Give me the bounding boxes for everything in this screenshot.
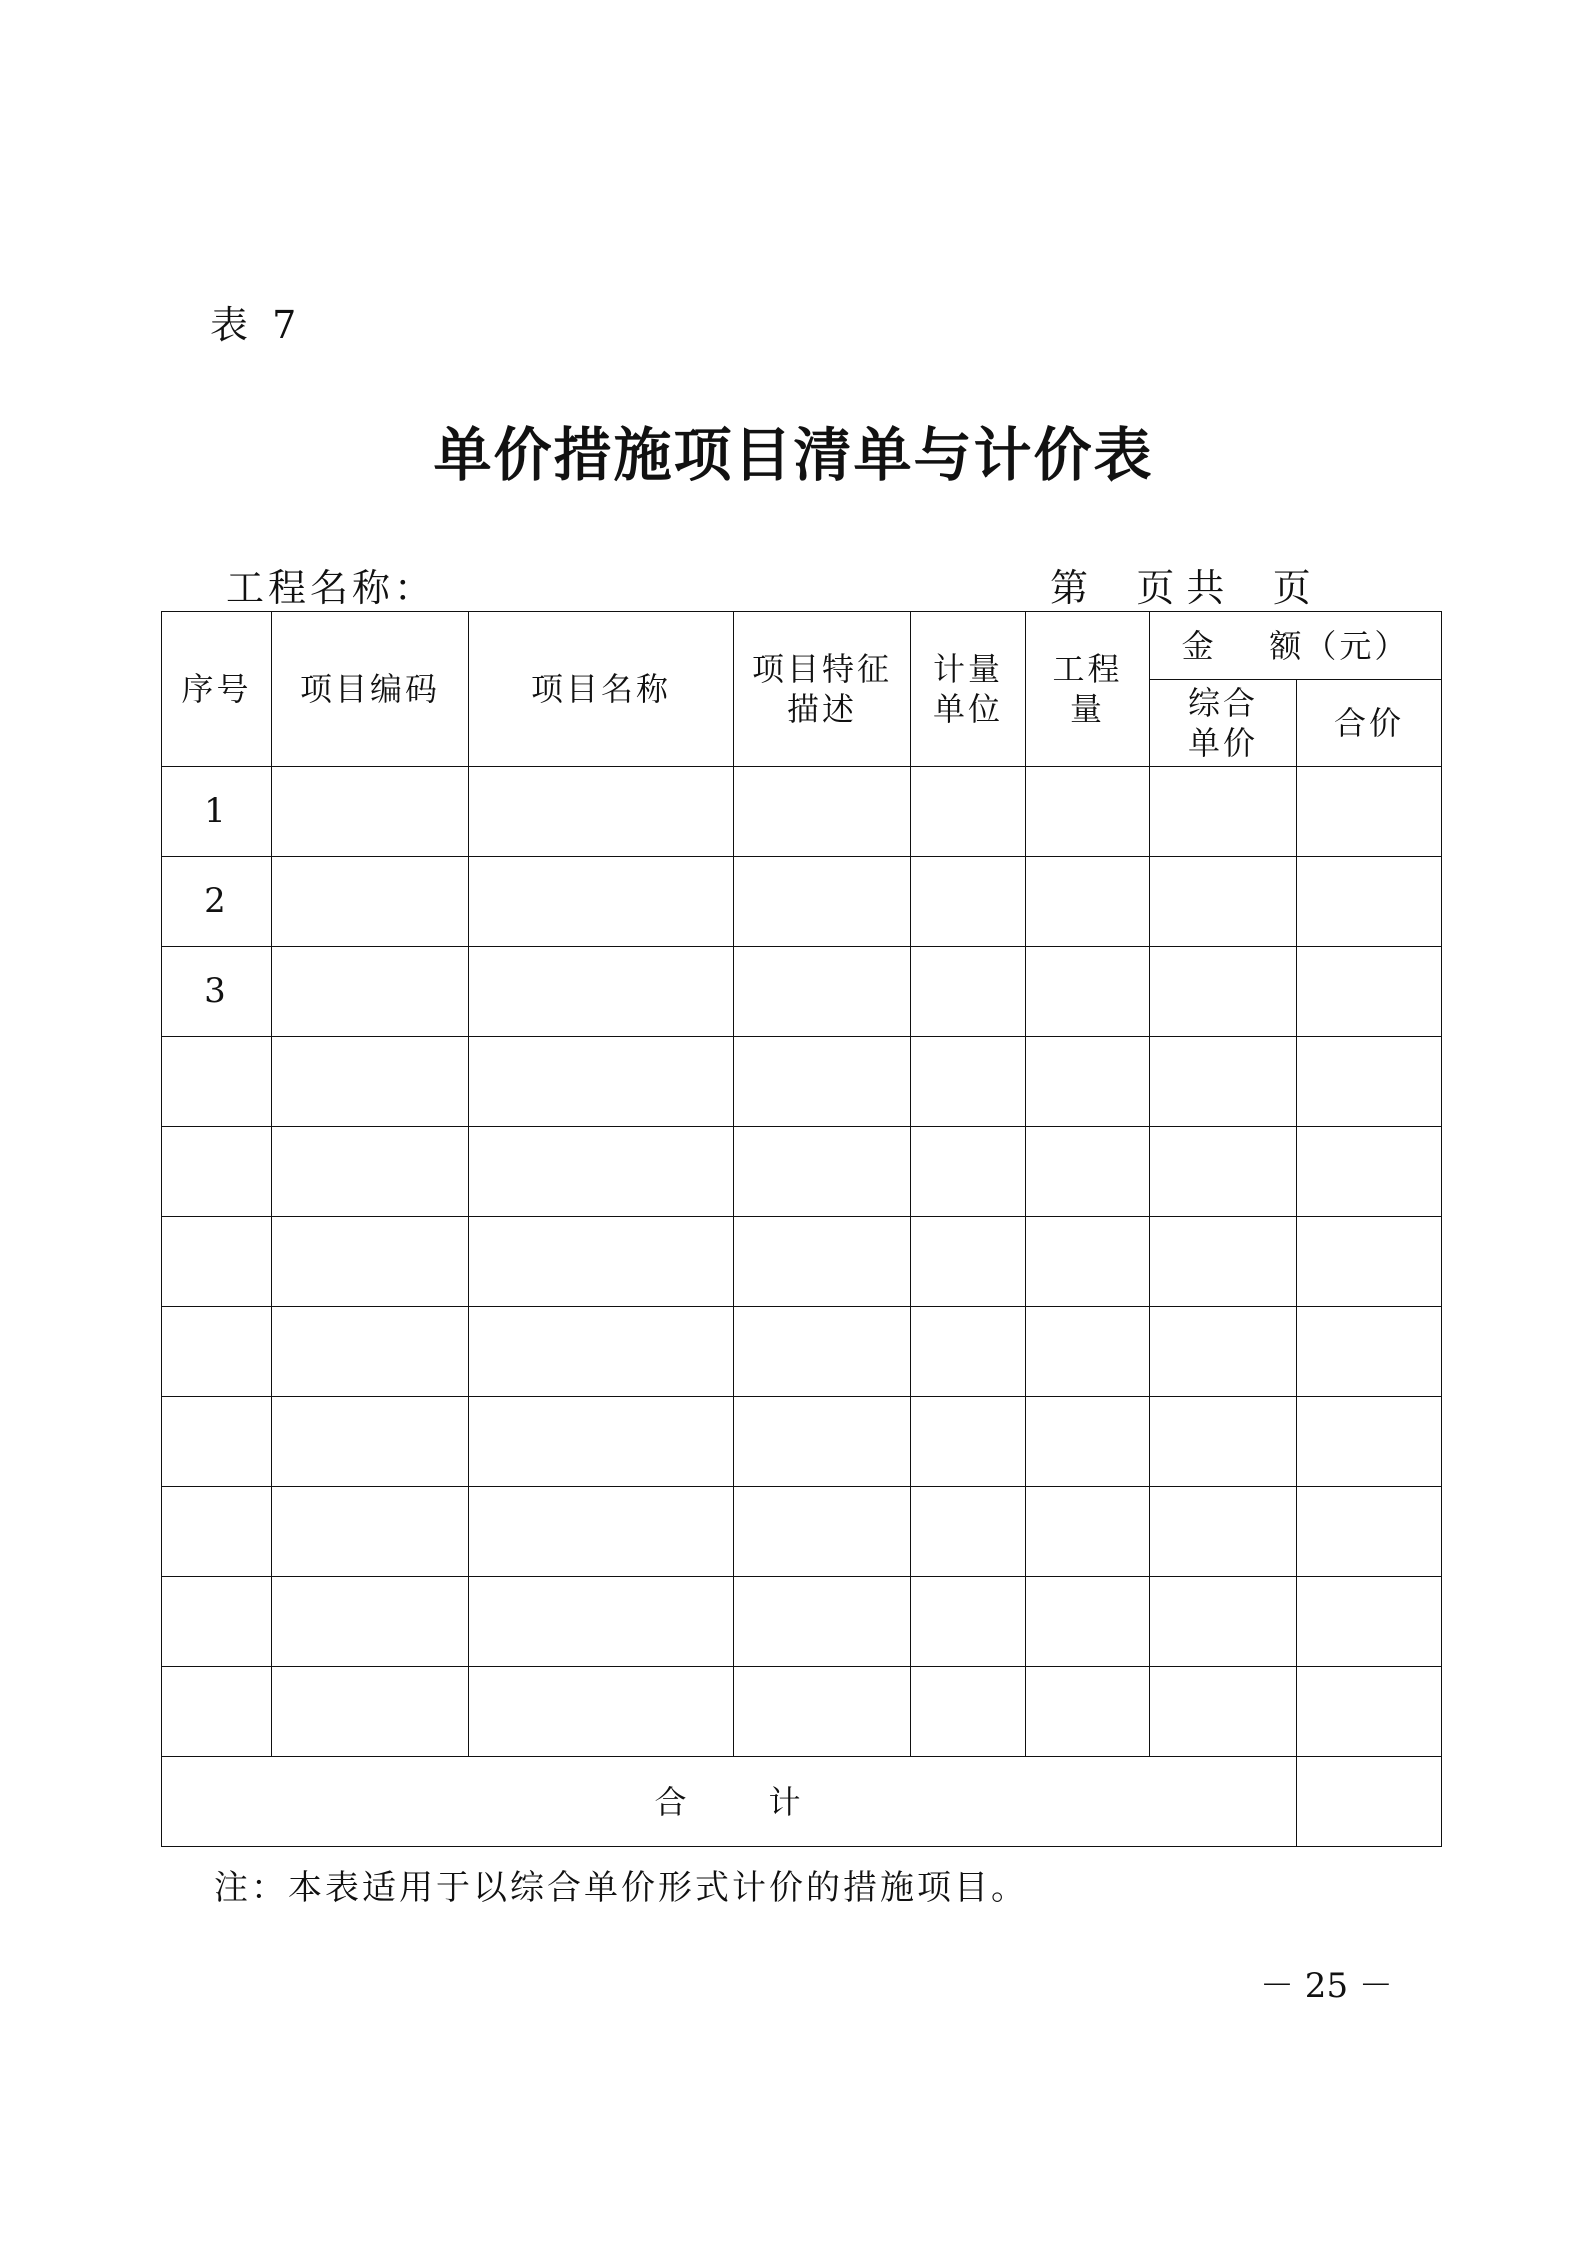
table-label: 表 7 bbox=[210, 303, 303, 347]
header-row bbox=[162, 612, 1442, 680]
features-cell bbox=[734, 1307, 911, 1397]
seq-cell bbox=[162, 1487, 272, 1577]
header-unit-line1: 计量 bbox=[932, 650, 1003, 688]
header-features bbox=[734, 612, 911, 767]
header-unit-price bbox=[1150, 680, 1297, 767]
total-value-cell bbox=[1297, 1757, 1442, 1847]
quantity-cell bbox=[1026, 1577, 1150, 1667]
project-name-label: 工程名称： bbox=[226, 566, 437, 610]
seq-cell bbox=[162, 1577, 272, 1667]
unit-cell bbox=[911, 1307, 1026, 1397]
table-row bbox=[162, 1217, 1442, 1307]
name-cell bbox=[469, 1667, 734, 1757]
unit-price-cell bbox=[1150, 1397, 1297, 1487]
code-cell bbox=[272, 1037, 469, 1127]
table-row bbox=[162, 1577, 1442, 1667]
code-cell bbox=[272, 1127, 469, 1217]
seq-cell bbox=[162, 1127, 272, 1217]
total-price-cell bbox=[1297, 1397, 1442, 1487]
quantity-cell bbox=[1026, 1127, 1150, 1217]
seq-cell bbox=[162, 1037, 272, 1127]
code-cell bbox=[272, 1307, 469, 1397]
header-quantity-line1: 工程 bbox=[1052, 650, 1123, 688]
total-price-cell bbox=[1297, 1577, 1442, 1667]
header-features-line1: 项目特征 bbox=[751, 650, 892, 688]
table-row bbox=[162, 1127, 1442, 1217]
page-info: 第 页 共 页 bbox=[1050, 566, 1311, 610]
total-price-cell bbox=[1297, 1037, 1442, 1127]
code-cell bbox=[272, 1667, 469, 1757]
seq-cell bbox=[162, 1397, 272, 1487]
unit-cell bbox=[911, 947, 1026, 1037]
name-cell bbox=[469, 857, 734, 947]
total-price-cell bbox=[1297, 1667, 1442, 1757]
features-cell bbox=[734, 1577, 911, 1667]
features-cell bbox=[734, 767, 911, 857]
unit-price-cell bbox=[1150, 857, 1297, 947]
features-cell bbox=[734, 1487, 911, 1577]
features-cell bbox=[734, 1037, 911, 1127]
document-title: 单价措施项目清单与计价表 bbox=[433, 421, 1154, 489]
table-row bbox=[162, 1307, 1442, 1397]
code-cell bbox=[272, 1577, 469, 1667]
quantity-cell bbox=[1026, 947, 1150, 1037]
unit-price-cell bbox=[1150, 1577, 1297, 1667]
features-cell bbox=[734, 857, 911, 947]
name-cell bbox=[469, 1037, 734, 1127]
unit-price-cell bbox=[1150, 947, 1297, 1037]
table-row bbox=[162, 1487, 1442, 1577]
unit-cell bbox=[911, 1127, 1026, 1217]
unit-price-cell bbox=[1150, 1127, 1297, 1217]
measures-pricing-table bbox=[161, 611, 1442, 1847]
name-cell bbox=[469, 1577, 734, 1667]
unit-cell bbox=[911, 1667, 1026, 1757]
total-price-cell bbox=[1297, 1487, 1442, 1577]
unit-cell bbox=[911, 1037, 1026, 1127]
name-cell bbox=[469, 767, 734, 857]
unit-price-cell bbox=[1150, 1667, 1297, 1757]
total-price-cell bbox=[1297, 857, 1442, 947]
header-unit-line2: 单位 bbox=[932, 690, 1003, 728]
footnote: 注：本表适用于以综合单价形式计价的措施项目。 bbox=[214, 1868, 1028, 1908]
header-features-line2: 描述 bbox=[786, 690, 857, 728]
code-cell bbox=[272, 1217, 469, 1307]
quantity-cell bbox=[1026, 857, 1150, 947]
table-row bbox=[162, 767, 1442, 857]
unit-price-cell bbox=[1150, 767, 1297, 857]
seq-cell: 1 bbox=[162, 767, 272, 857]
unit-cell bbox=[911, 1577, 1026, 1667]
features-cell bbox=[734, 1667, 911, 1757]
quantity-cell bbox=[1026, 1397, 1150, 1487]
quantity-cell bbox=[1026, 1037, 1150, 1127]
page-number: － 25 － bbox=[1260, 1966, 1393, 2006]
table-row bbox=[162, 857, 1442, 947]
seq-cell: 3 bbox=[162, 947, 272, 1037]
unit-price-cell bbox=[1150, 1307, 1297, 1397]
total-price-cell bbox=[1297, 1217, 1442, 1307]
total-price-cell bbox=[1297, 767, 1442, 857]
total-price-cell bbox=[1297, 1307, 1442, 1397]
name-cell bbox=[469, 1487, 734, 1577]
table-row bbox=[162, 1397, 1442, 1487]
code-cell bbox=[272, 1487, 469, 1577]
header-name: 项目名称 bbox=[469, 612, 734, 767]
name-cell bbox=[469, 947, 734, 1037]
features-cell bbox=[734, 947, 911, 1037]
seq-cell: 2 bbox=[162, 857, 272, 947]
header-total-price: 合价 bbox=[1297, 680, 1442, 767]
total-price-cell bbox=[1297, 1127, 1442, 1217]
header-unit-price-line2: 单价 bbox=[1187, 724, 1258, 762]
unit-price-cell bbox=[1150, 1217, 1297, 1307]
header-unit-price-line1: 综合 bbox=[1187, 684, 1258, 722]
code-cell bbox=[272, 857, 469, 947]
quantity-cell bbox=[1026, 1487, 1150, 1577]
header-code: 项目编码 bbox=[272, 612, 469, 767]
total-label: 合 计 bbox=[162, 1757, 1297, 1847]
unit-cell bbox=[911, 1217, 1026, 1307]
name-cell bbox=[469, 1127, 734, 1217]
name-cell bbox=[469, 1307, 734, 1397]
features-cell bbox=[734, 1217, 911, 1307]
quantity-cell bbox=[1026, 1307, 1150, 1397]
header-amount: 金 额（元） bbox=[1150, 612, 1442, 680]
quantity-cell bbox=[1026, 1667, 1150, 1757]
features-cell bbox=[734, 1397, 911, 1487]
name-cell bbox=[469, 1217, 734, 1307]
unit-price-cell bbox=[1150, 1037, 1297, 1127]
features-cell bbox=[734, 1127, 911, 1217]
header-quantity-line2: 量 bbox=[1069, 690, 1105, 728]
name-cell bbox=[469, 1397, 734, 1487]
code-cell bbox=[272, 947, 469, 1037]
table-row bbox=[162, 947, 1442, 1037]
total-price-cell bbox=[1297, 947, 1442, 1037]
quantity-cell bbox=[1026, 1217, 1150, 1307]
table-row bbox=[162, 1037, 1442, 1127]
seq-cell bbox=[162, 1667, 272, 1757]
header-quantity bbox=[1026, 612, 1150, 767]
unit-cell bbox=[911, 857, 1026, 947]
table-row bbox=[162, 1667, 1442, 1757]
unit-price-cell bbox=[1150, 1487, 1297, 1577]
unit-cell bbox=[911, 1397, 1026, 1487]
quantity-cell bbox=[1026, 767, 1150, 857]
code-cell bbox=[272, 1397, 469, 1487]
unit-cell bbox=[911, 767, 1026, 857]
code-cell bbox=[272, 767, 469, 857]
unit-cell bbox=[911, 1487, 1026, 1577]
seq-cell bbox=[162, 1307, 272, 1397]
seq-cell bbox=[162, 1217, 272, 1307]
header-unit bbox=[911, 612, 1026, 767]
header-seq: 序号 bbox=[162, 612, 272, 767]
total-row bbox=[162, 1757, 1442, 1847]
